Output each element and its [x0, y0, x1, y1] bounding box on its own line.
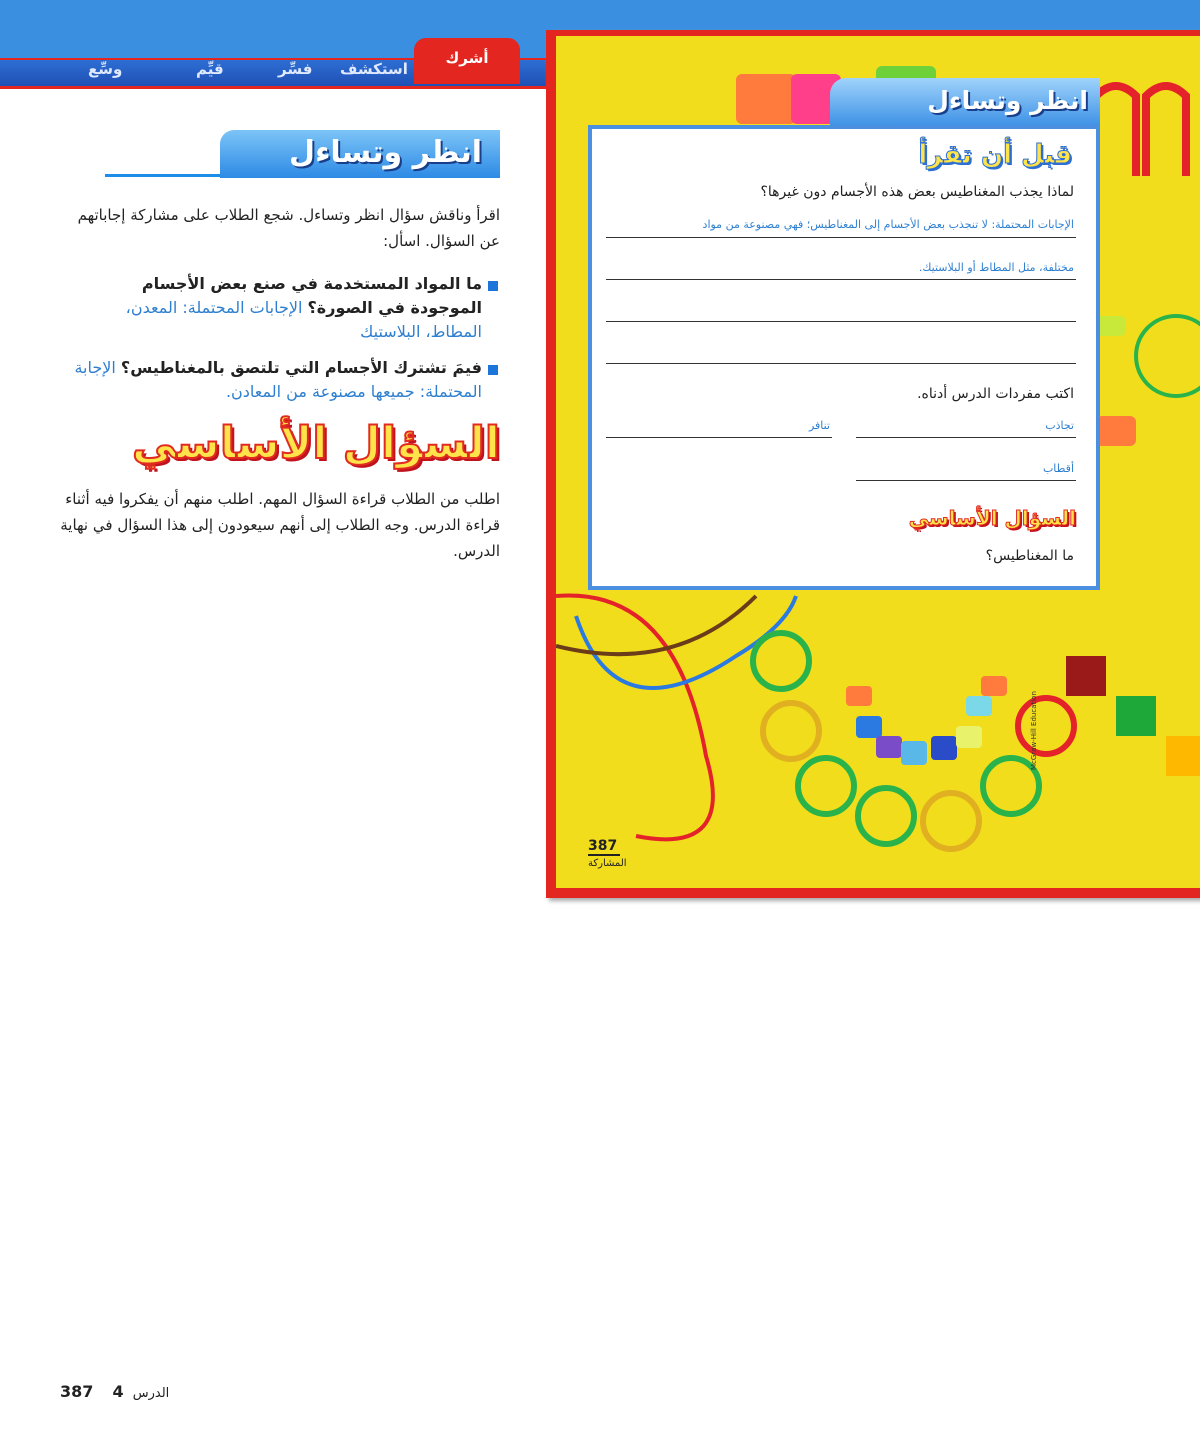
- write-line: [606, 321, 1076, 322]
- write-line: [606, 237, 1076, 238]
- banner-title: انظر وتساءل: [289, 135, 482, 170]
- question-2: [60, 356, 482, 404]
- intro-paragraph: اقرأ وناقش سؤال انظر وتساءل. شجع الطلاب على مشاركة إجاباتهم عن السؤال. اسأل:: [77, 206, 500, 250]
- vocab-prompt: اكتب مفردات الدرس أدناه.: [917, 386, 1074, 402]
- look-and-wonder-banner: [105, 130, 500, 178]
- card-essential-question-title: السؤال الأساسي: [908, 506, 1076, 530]
- answer-2-text: الإجابة المحتملة: جميعها مصنوعة من المعادن.: [74, 358, 482, 401]
- question-1: [100, 272, 482, 344]
- answer-hint-1: الإجابات المحتملة: لا تنجذب بعض الأجسام إلى المغناطيس؛ فهي مصنوعة من مواد: [702, 218, 1074, 231]
- footer-page-number: 387: [60, 1382, 94, 1401]
- vocab-repel: تنافر: [808, 419, 830, 432]
- card-essential-question: ما المغناطيس؟: [985, 548, 1074, 564]
- vocab-attract: تجاذب: [1045, 419, 1074, 432]
- answer-hint-2: مختلفة، مثل المطاط أو البلاستيك.: [918, 261, 1074, 274]
- side-credit: McGraw-Hill Education: [1030, 691, 1038, 770]
- write-line: [606, 279, 1076, 280]
- page-footer: [60, 1382, 169, 1401]
- page-corner-label: المشاركة: [588, 858, 627, 869]
- question-1-text: ما المواد المستخدمة في صنع بعض الأجسام الموجودة في الصورة؟: [141, 274, 482, 317]
- question-2-text: فيمَ تشترك الأجسام التي تلتصق بالمغناطيس؟: [120, 358, 482, 377]
- answer-1-text: الإجابات المحتملة: المعدن، المطاط، البلاستيك: [125, 298, 482, 341]
- tab-explain[interactable]: فسِّر: [278, 60, 313, 78]
- bullet-icon: [488, 365, 498, 375]
- tab-extend[interactable]: وسِّع: [88, 60, 123, 78]
- vocab-line: [606, 437, 832, 438]
- footer-lesson-number: 4: [112, 1382, 124, 1401]
- page-corner-number: 387: [588, 838, 620, 856]
- bullet-icon: [488, 281, 498, 291]
- footer-lesson-label: الدرس: [132, 1386, 170, 1401]
- tab-engage[interactable]: أشرك: [414, 38, 520, 84]
- tab-evaluate[interactable]: قيِّم: [196, 60, 224, 78]
- card-tab: [830, 78, 1100, 128]
- vocab-poles: أقطاب: [1042, 462, 1074, 475]
- before-you-read-title: قبل أن تقرأ: [918, 140, 1072, 170]
- card-question: لماذا يجذب المغناطيس بعض هذه الأجسام دون غيرها؟: [760, 184, 1074, 200]
- write-line: [606, 363, 1076, 364]
- essential-question-title: السؤال الأساسي: [132, 418, 500, 469]
- vocab-line: [856, 437, 1076, 438]
- vocab-line: [856, 480, 1076, 481]
- essential-question-paragraph: اطلب من الطلاب قراءة السؤال المهم. اطلب منهم أن يفكروا فيه أثناء قراءة الدرس. وجه الطلاب إلى أنهم سيعودون إلى هذا السؤال في نهاية الدرس.: [60, 490, 500, 560]
- card-tab-title: انظر وتساءل: [927, 86, 1088, 115]
- tab-explore[interactable]: استكشف: [340, 60, 408, 78]
